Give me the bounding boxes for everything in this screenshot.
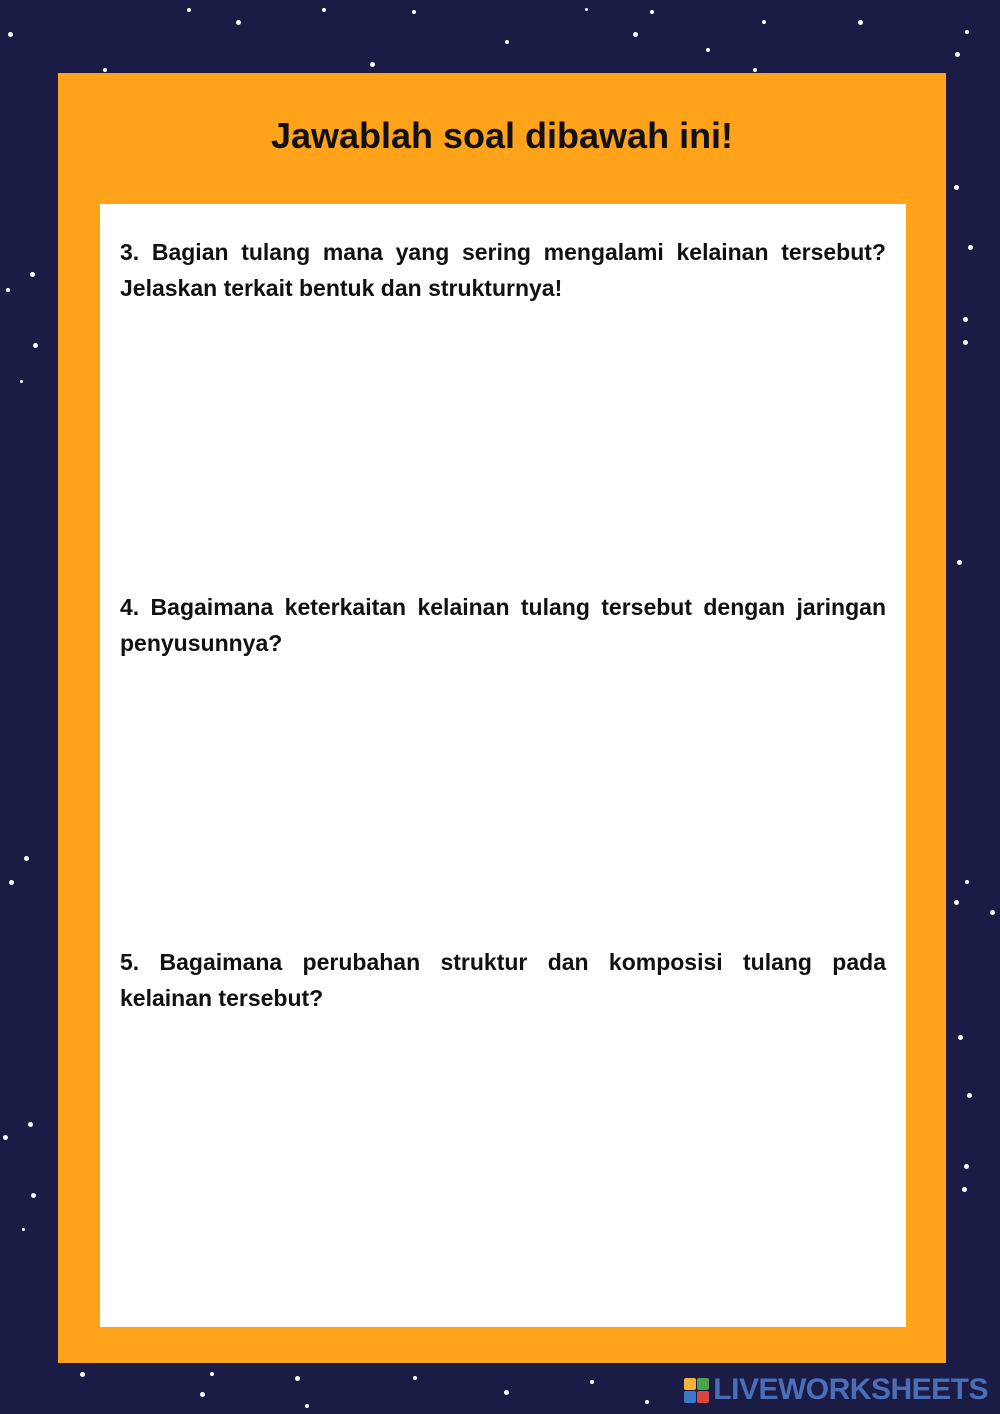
question-3: 3. Bagian tulang mana yang sering mengalami kelainan tersebut? Jelaskan terkait bentuk dan strukturnya! xyxy=(120,239,886,301)
answer-area-5[interactable] xyxy=(120,1024,886,1304)
worksheet-frame xyxy=(58,73,946,1363)
question-4: 4. Bagaimana keterkaitan kelainan tulang tersebut dengan jaringan penyusunnya? xyxy=(120,594,886,656)
question-5: 5. Bagaimana perubahan struktur dan komposisi tulang pada kelainan tersebut? xyxy=(120,949,886,1011)
answer-area-4[interactable] xyxy=(120,669,886,919)
liveworksheets-logo-icon xyxy=(684,1378,709,1403)
question-panel xyxy=(100,204,906,1327)
liveworksheets-brand xyxy=(684,1374,988,1406)
brand-name: LIVEWORKSHEETS xyxy=(713,1373,988,1406)
worksheet-title: Jawablah soal dibawah ini! xyxy=(270,115,734,156)
answer-area-3[interactable] xyxy=(120,314,886,564)
